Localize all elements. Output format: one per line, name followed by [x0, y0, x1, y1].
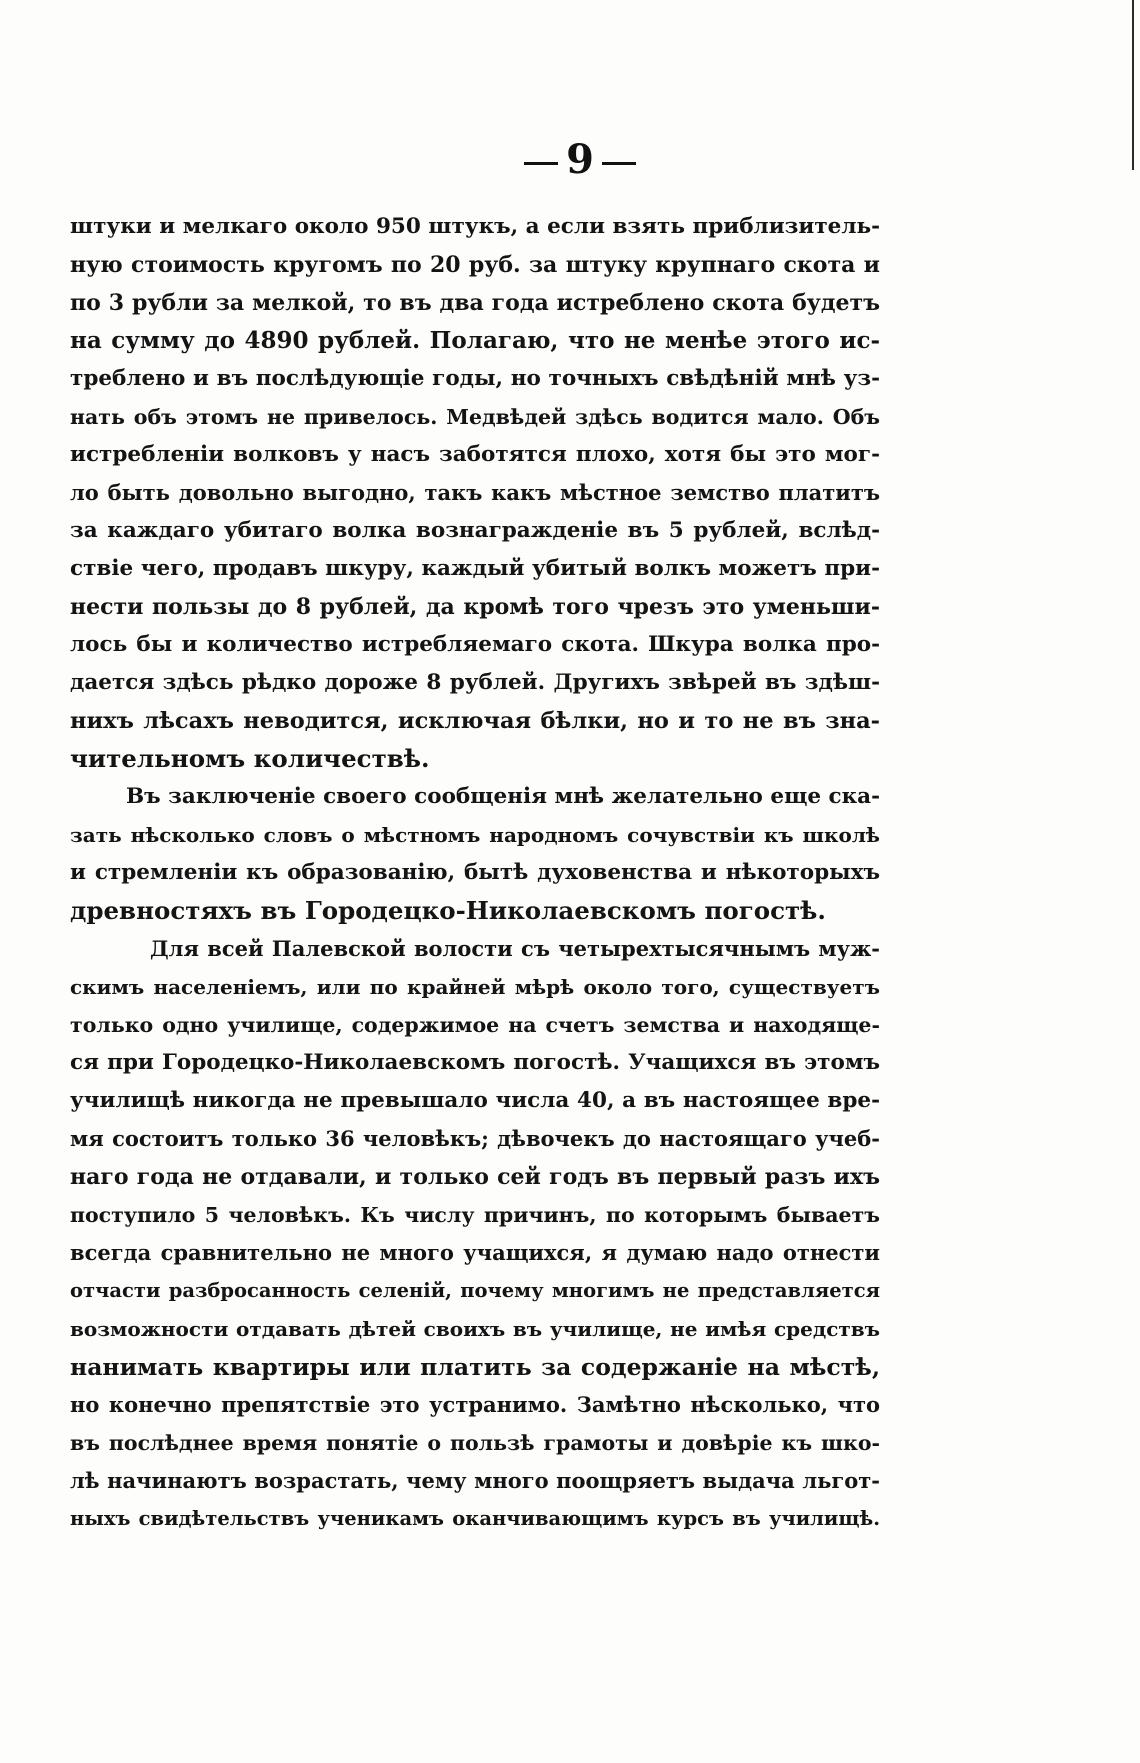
text-line: отчасти разбросанность селеній, почему многимъ не представляется	[70, 1279, 880, 1302]
text-line: Въ заключеніе своего сообщенія мнѣ желательно еще ска-	[126, 784, 880, 809]
text-line: за каждаго убитаго волка вознагражденіе въ 5 рублей, вслѣд-	[70, 518, 880, 543]
text-line: ныхъ свидѣтельствъ ученикамъ оканчивающимъ курсъ въ училищѣ.	[70, 1507, 880, 1530]
text-line: Для всей Палевской волости съ четырехтысячнымъ муж-	[150, 936, 880, 961]
text-line: ствіе чего, продавъ шкуру, каждый убитый волкъ можетъ при-	[70, 556, 880, 581]
text-line: мя состоитъ только 36 человѣкъ; дѣвочекъ до настоящаго учеб-	[70, 1126, 880, 1151]
text-line: наго года не отдавали, и только сей годъ въ первый разъ ихъ	[70, 1164, 880, 1190]
text-line: древностяхъ въ Городецко-Николаевскомъ погостѣ.	[70, 896, 826, 925]
text-line: нать объ этомъ не привелось. Медвѣдей здѣсь водится мало. Объ	[70, 405, 880, 429]
text-line: возможности отдавать дѣтей своихъ въ училище, не имѣя средствъ	[70, 1317, 880, 1341]
text-line: но конечно препятствіе это устранимо. Замѣтно нѣсколько, что	[70, 1392, 880, 1417]
body-text	[70, 208, 880, 1538]
paragraph-1	[70, 208, 880, 778]
text-line: чительномъ количествѣ.	[70, 744, 430, 773]
text-line: нанимать квартиры или платить за содержаніе на мѣстѣ,	[70, 1353, 880, 1381]
paragraph-2	[70, 778, 880, 930]
text-line: лось бы и количество истребляемаго скота. Шкура волка про-	[70, 632, 880, 657]
text-line: всегда сравнительно не много учащихся, я думаю надо отнести	[70, 1240, 880, 1265]
text-line: скимъ населеніемъ, или по крайней мѣрѣ около того, существуетъ	[70, 975, 880, 999]
page-number-value: 9	[566, 136, 594, 183]
text-line: въ послѣднее время понятіе о пользѣ грамоты и довѣріе къ шко-	[70, 1431, 880, 1455]
text-line: нести пользы до 8 рублей, да кромѣ того чрезъ это уменьши-	[70, 594, 880, 620]
text-line: нихъ лѣсахъ неводится, исключая бѣлки, но и то не въ зна-	[70, 708, 880, 734]
text-line: штуки и мелкаго около 950 штукъ, а если взять приблизитель-	[70, 214, 880, 239]
text-line: треблено и въ послѣдующіе годы, но точныхъ свѣдѣній мнѣ уз-	[70, 366, 880, 391]
text-line: на сумму до 4890 рублей. Полагаю, что не менѣе этого ис-	[70, 327, 880, 354]
text-line: ло быть довольно выгодно, такъ какъ мѣстное земство платитъ	[70, 480, 880, 505]
text-line: ную стоимость кругомъ по 20 руб. за штуку крупнаго скота и	[70, 252, 880, 278]
text-line: истребленіи волковъ у насъ заботятся плохо, хотя бы это мог-	[70, 442, 880, 467]
text-line: по 3 рубли за мелкой, то въ два года истреблено скота будетъ	[70, 290, 880, 316]
text-line: ся при Городецко-Николаевскомъ погостѣ. Учащихся въ этомъ	[70, 1050, 880, 1075]
text-line: лѣ начинаютъ возрастать, чему много поощряетъ выдача льгот-	[70, 1468, 880, 1493]
text-line: зать нѣсколько словъ о мѣстномъ народномъ сочувствіи къ школѣ	[70, 823, 880, 847]
text-line: училищѣ никогда не превышало числа 40, а въ настоящее вре-	[70, 1088, 880, 1113]
text-line: поступило 5 человѣкъ. Къ числу причинъ, по которымъ бываетъ	[70, 1203, 880, 1227]
paragraph-3	[70, 930, 880, 1538]
right-dash	[602, 162, 636, 165]
text-line: и стремленіи къ образованію, бытѣ духовенства и нѣкоторыхъ	[70, 860, 880, 885]
page-number	[10, 136, 1140, 183]
text-line: только одно училище, содержимое на счетъ земства и находяще-	[70, 1013, 880, 1037]
text-line: дается здѣсь рѣдко дороже 8 рублей. Другихъ звѣрей въ здѣш-	[70, 670, 880, 695]
left-dash	[524, 162, 558, 165]
